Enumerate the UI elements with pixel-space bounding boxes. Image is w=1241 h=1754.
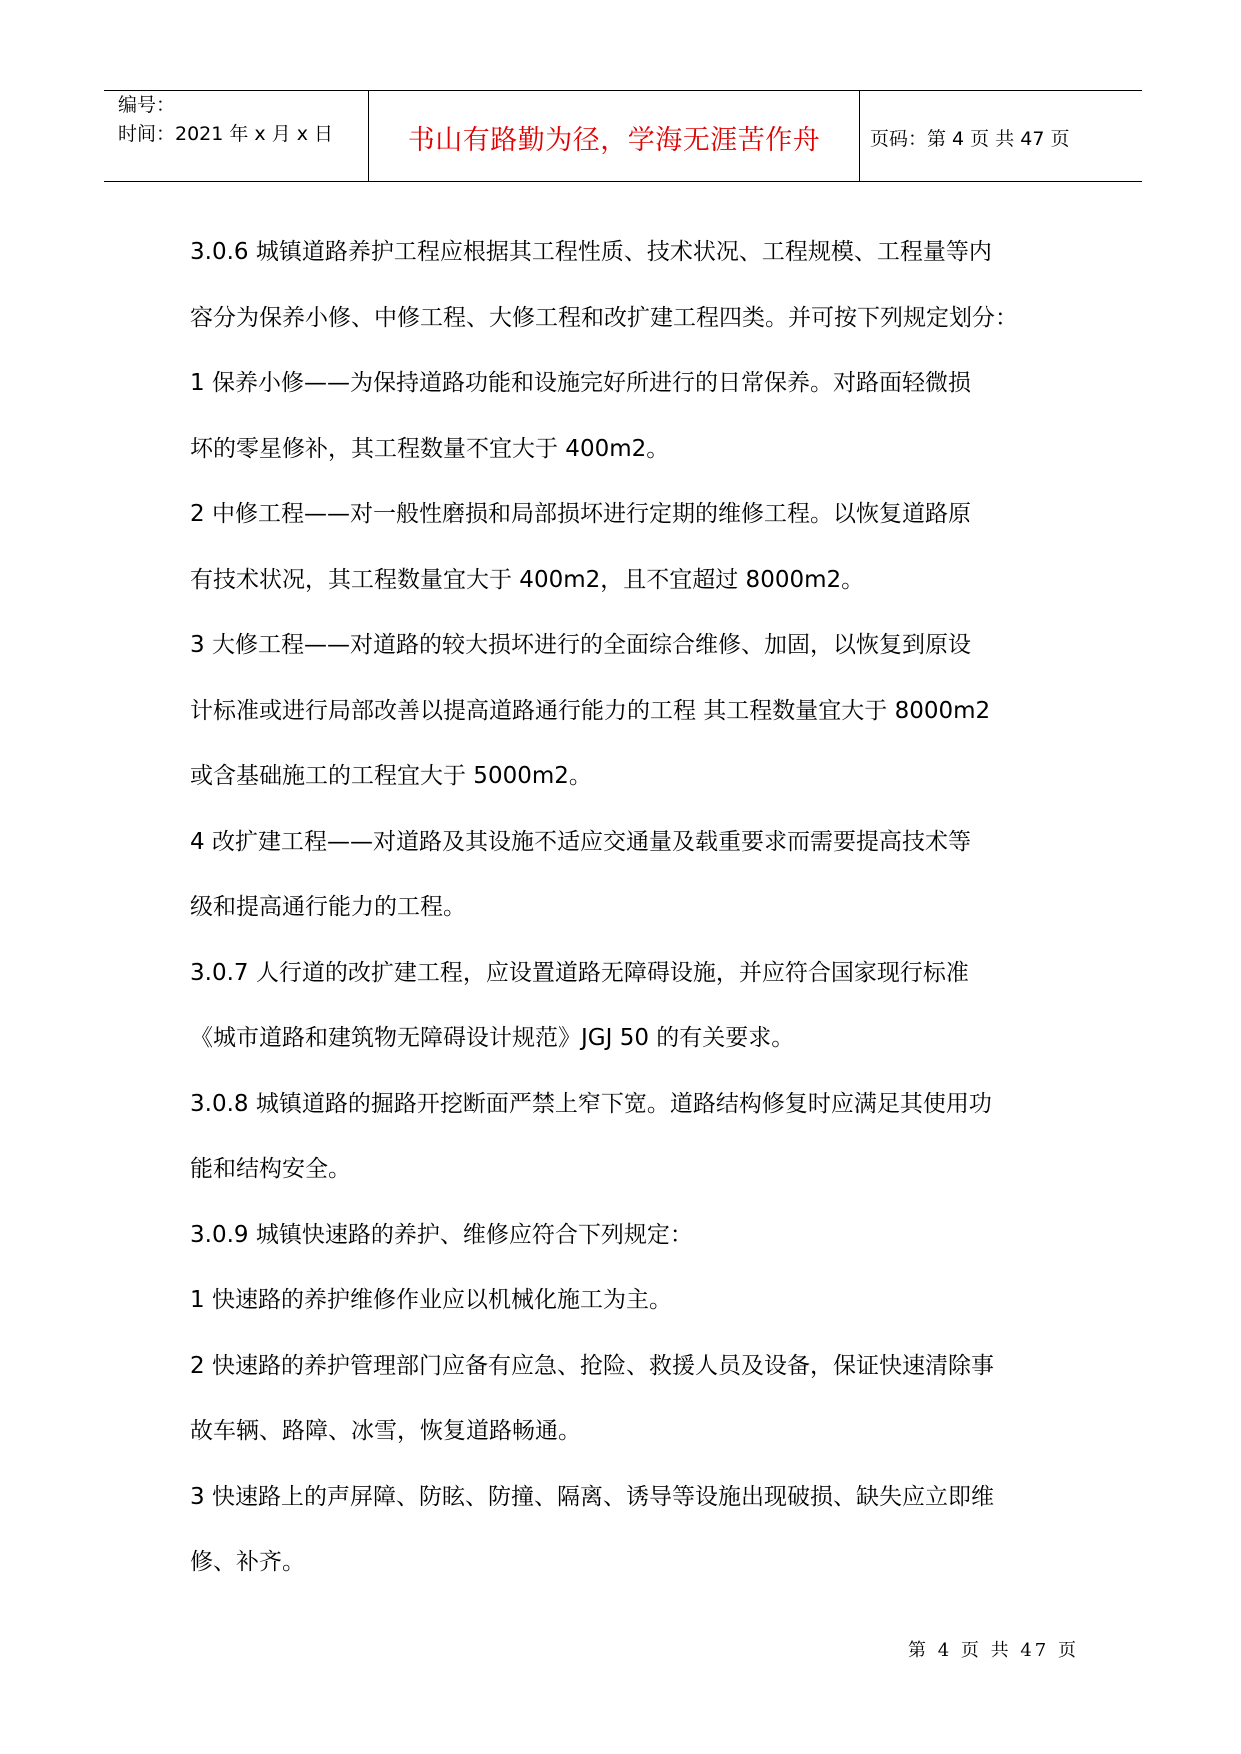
body-line: 或含基础施工的工程宜大于 5000m2。 [190,763,592,789]
page-footer: 第 4 页 共 47 页 [908,1640,1079,1661]
body-line: 能和结构安全。 [190,1156,351,1182]
body-line: 级和提高通行能力的工程。 [190,894,466,920]
body-line: 《城市道路和建筑物无障碍设计规范》JGJ 50 的有关要求。 [190,1025,795,1051]
document-body [190,220,1060,1596]
body-line: 坏的零星修补，其工程数量不宜大于 400m2。 [190,435,670,462]
body-line: 3.0.9 城镇快速路的养护、维修应符合下列规定： [190,1221,693,1248]
page-header [104,90,1142,182]
document-time: 时间：2021 年 x 月 x 日 [118,123,334,145]
header-divider-right [859,91,860,181]
body-line: 修、补齐。 [190,1549,305,1575]
body-line: 1 快速路的养护维修作业应以机械化施工为主。 [190,1287,672,1313]
body-line: 有技术状况，其工程数量宜大于 400m2，且不宜超过 8000m2。 [190,566,865,593]
header-page-code: 页码：第 4 页 共 47 页 [870,127,1070,150]
body-line: 3.0.6 城镇道路养护工程应根据其工程性质、技术状况、工程规模、工程量等内 [190,239,992,265]
body-line: 计标准或进行局部改善以提高道路通行能力的工程 其工程数量宜大于 8000m2 [190,697,991,724]
body-line: 3 快速路上的声屏障、防眩、防撞、隔离、诱导等设施出现破损、缺失应立即维 [190,1483,994,1510]
body-line: 1 保养小修——为保持道路功能和设施完好所进行的日常保养。对路面轻微损 [190,370,971,396]
body-line: 3.0.7 人行道的改扩建工程，应设置道路无障碍设施，并应符合国家现行标准 [190,959,969,986]
body-line: 3.0.8 城镇道路的掘路开挖断面严禁上窄下宽。道路结构修复时应满足其使用功 [190,1090,992,1117]
body-line: 3 大修工程——对道路的较大损坏进行的全面综合维修、加固，以恢复到原设 [190,632,971,658]
body-line: 2 中修工程——对一般性磨损和局部损坏进行定期的维修工程。以恢复道路原 [190,501,971,527]
body-line: 故车辆、路障、冰雪，恢复道路畅通。 [190,1418,581,1444]
body-line: 容分为保养小修、中修工程、大修工程和改扩建工程四类。并可按下列规定划分： [190,304,1018,331]
body-line: 4 改扩建工程——对道路及其设施不适应交通量及载重要求而需要提高技术等 [190,828,971,855]
body-line: 2 快速路的养护管理部门应备有应急、抢险、救援人员及设备，保证快速清除事 [190,1352,994,1379]
document-number-label: 编号： [118,94,176,116]
header-motto: 书山有路勤为径，学海无涯苦作舟 [407,124,821,156]
